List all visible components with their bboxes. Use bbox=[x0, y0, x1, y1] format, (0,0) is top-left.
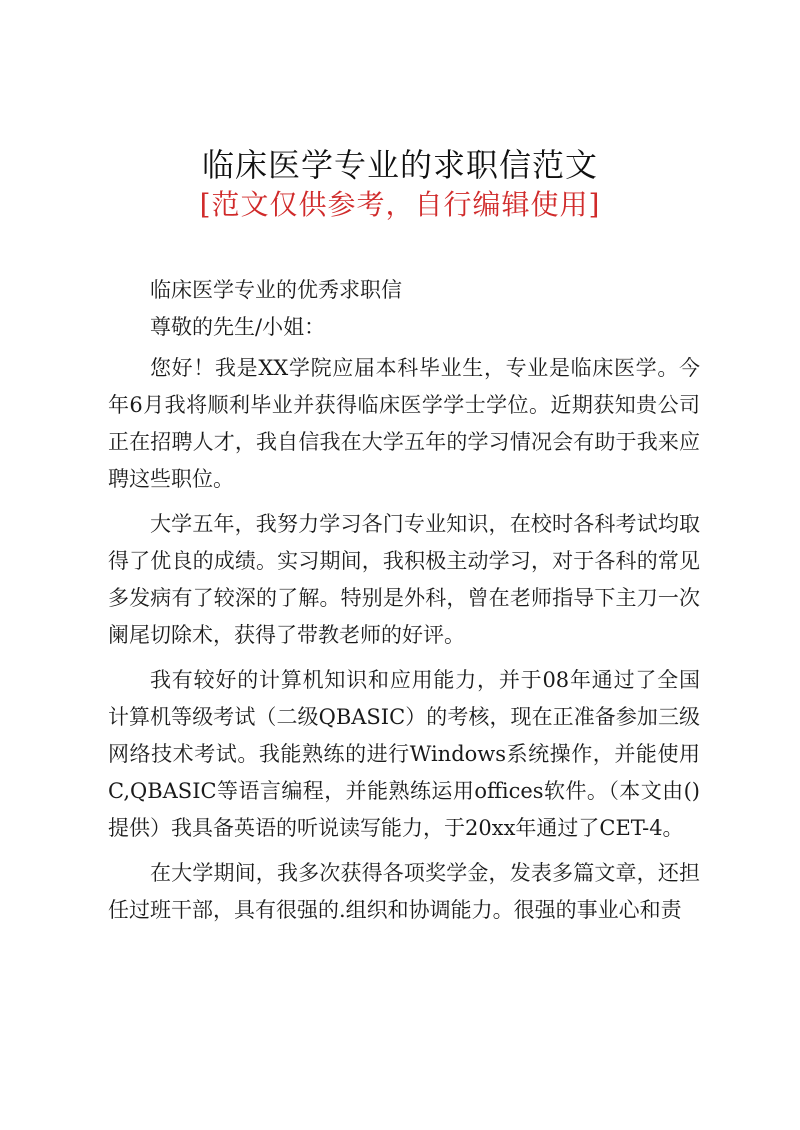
letter-paragraph-study: 大学五年，我努力学习各门专业知识，在校时各科考试均取得了优良的成绩。实习期间，我积极主动学习，对于各科的常见多发病有了较深的了解。特别是外科，曾在老师指导下主刀一次阑尾切除术，获得了带教老师的好评。 bbox=[108, 512, 700, 647]
letter-paragraph-activities: 在大学期间，我多次获得各项奖学金，发表多篇文章，还担任过班干部，具有很强的.组织和协调能力。很强的事业心和责 bbox=[108, 861, 700, 922]
letter-paragraph-intro: 您好！我是XX学院应届本科毕业生，专业是临床医学。今年6月我将顺利毕业并获得临床医学学士学位。近期获知贵公司正在招聘人才，我自信我在大学五年的学习情况会有助于我来应聘这些职位。 bbox=[108, 356, 700, 491]
document-subtitle: [范文仅供参考，自行编辑使用] bbox=[199, 188, 601, 221]
letter-heading: 临床医学专业的优秀求职信 bbox=[150, 278, 402, 302]
document-body bbox=[108, 272, 700, 929]
letter-paragraph-skills: 我有较好的计算机知识和应用能力，并于08年通过了全国计算机等级考试（二级QBASIC）的考核，现在正准备参加三级网络技术考试。我能熟练的进行Windows系统操作，并能使用C,QBASIC等语言编程，并能熟练运用offices软件。（本文由()提供）我具备英语的听说读写能力，于20xx年通过了CET-4。 bbox=[108, 668, 700, 840]
document-title: 临床医学专业的求职信范文 bbox=[201, 146, 598, 184]
letter-salutation: 尊敬的先生/小姐： bbox=[150, 315, 326, 339]
